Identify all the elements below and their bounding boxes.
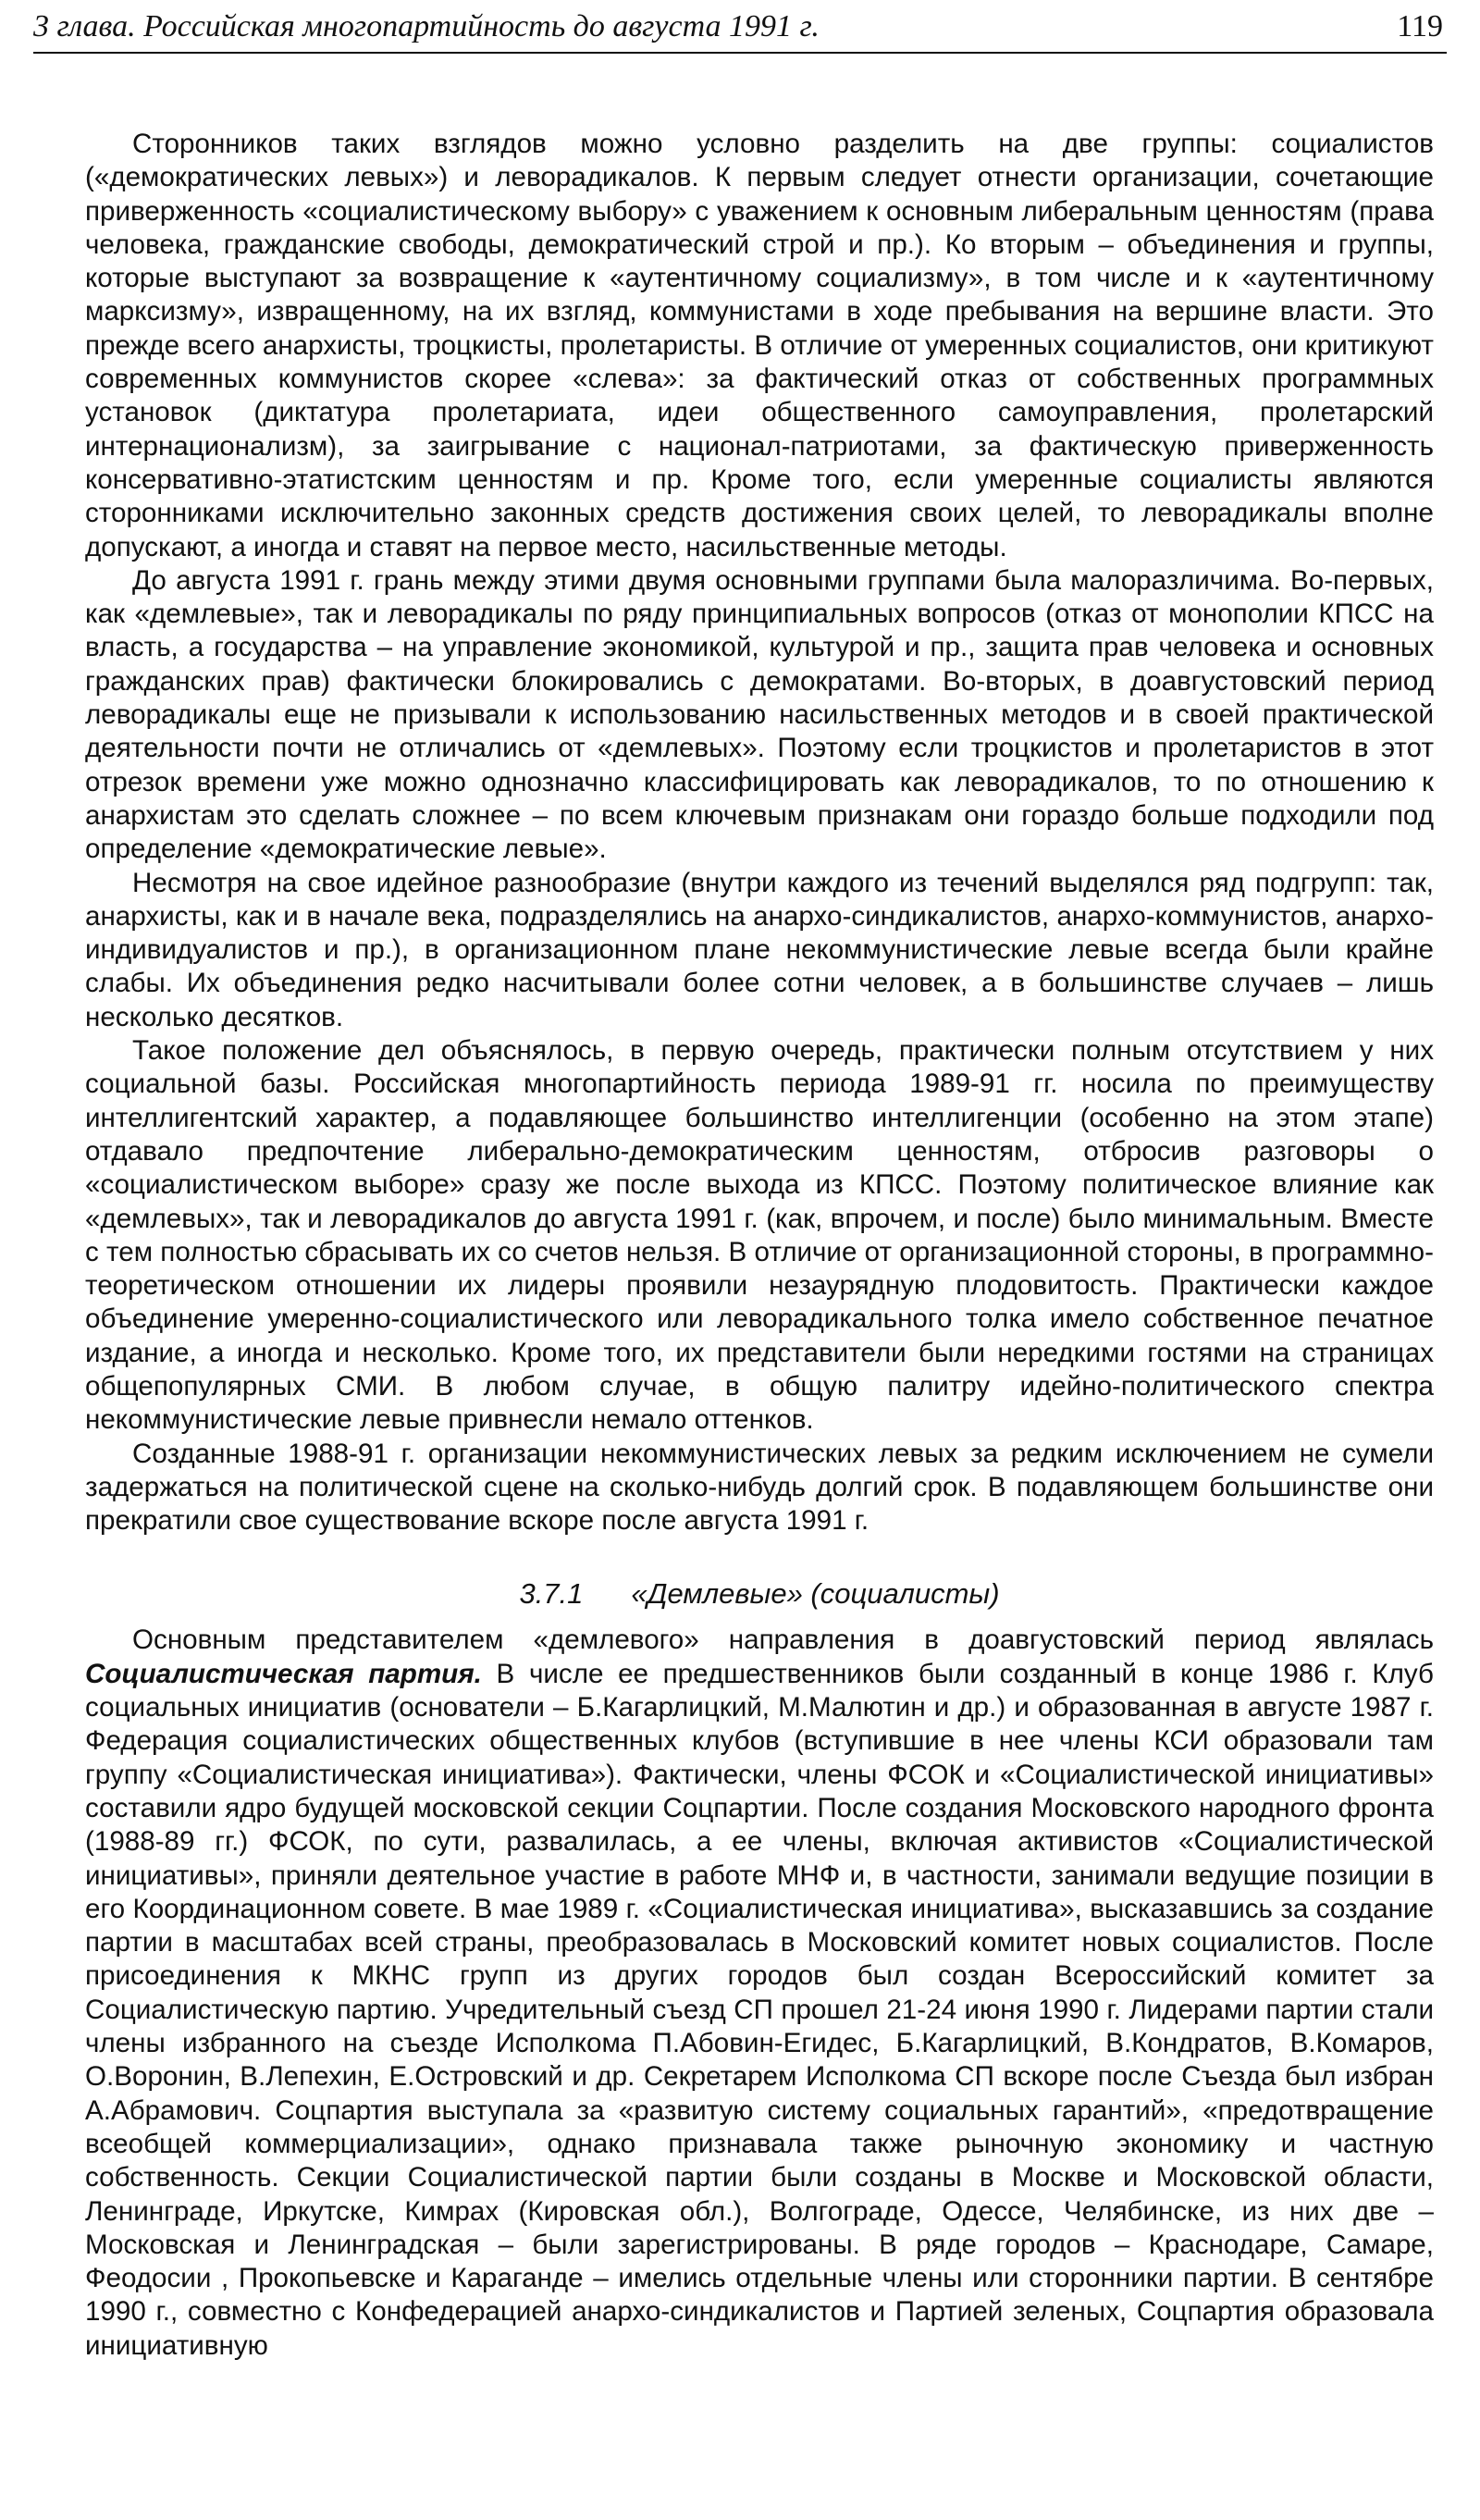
body-text <box>85 128 1434 2363</box>
chapter-title: 3 глава. Российская многопартийность до августа 1991 г. <box>33 9 820 43</box>
paragraph-text: Основным представителем «демлевого» направления в доавгустовский период являлась <box>132 1624 1434 1656</box>
section-title: «Демлевые» (социалисты) <box>631 1577 1000 1611</box>
paragraph: Сторонников таких взглядов можно условно разделить на две группы: социалистов («демократических левых») и леворадикалов. К первым следует отнести организации, сочетающие приверженность «социалистическому выбору» с уважением к основным либеральным ценностям (права человека, гражданские свободы, демократический строй и пр.). Ко вторым – объединения и группы, которые выступают за возвращение к «аутентичному социализму», в том числе и к «аутентичному марксизму», извращенному, на их взгляд, коммунистами в ходе пребывания на вершине власти. Это прежде всего анархисты, троцкисты, пролетаристы. В отличие от умеренных социалистов, они критикуют современных коммунистов скорее «слева»: за фактический отказ от собственных программных установок (диктатура пролетариата, идеи общественного самоуправления, пролетарский интернационализм), за заигрывание с национал-патриотами, за фактическую приверженность консервативно-этатистским ценностям и пр. Кроме того, если умеренные социалисты являются сторонниками исключительно законных средств достижения своих целей, то леворадикалы вполне допускают, а иногда и ставят на первое место, насильственные методы. <box>85 129 1434 562</box>
paragraph: Такое положение дел объяснялось, в первую очередь, практически полным отсутствием у них социальной базы. Российская многопартийность периода 1989-91 гг. носила по преимуществу интеллигентский характер, а подавляющее большинство интеллигенции (особенно на этом этапе) отдавало предпочтение либерально-демократическим ценностям, отбросив разговоры о «социалистическом выборе» сразу же после выхода из КПСС. Поэтому политическое влияние как «демлевых», так и леворадикалов до августа 1991 г. (как, впрочем, и после) было минимальным. Вместе с тем полностью сбрасывать их со счетов нельзя. В отличие от организационной стороны, в программно-теоретическом отношении их лидеры проявили незаурядную плодовитость. Практически каждое объединение умеренно-социалистического или леворадикального толка имело собственное печатное издание, а иногда и несколько. Кроме того, их представители были нередкими гостями на страницах общепопулярных СМИ. В любом случае, в общую палитру идейно-политического спектра некоммунистические левые привнесли немало оттенков. <box>85 1035 1434 1436</box>
paragraph: Созданные 1988-91 г. организации некоммунистических левых за редким исключением не сумели задержаться на политической сцене на сколько-нибудь долгий срок. В подавляющем большинстве они прекратили свое существование вскоре после августа 1991 г. <box>85 1438 1434 1537</box>
section-heading <box>85 1577 1434 1611</box>
running-header <box>33 7 1447 54</box>
paragraph: Несмотря на свое идейное разнообразие (внутри каждого из течений выделялся ряд подгрупп: так, анархисты, как и в начале века, подразделялись на анархо-синдикалистов, анархо-коммунистов, анархо-индивидуалистов и пр.), в организационном плане некоммунистические левые всегда были крайне слабы. Их объединения редко насчитывали более сотни человек, а в большинстве случаев – лишь несколько десятков. <box>85 867 1434 1032</box>
page-number: 119 <box>1397 9 1443 43</box>
paragraph-text: В числе ее предшественников были созданный в конце 1986 г. Клуб социальных инициатив (основатели – Б.Кагарлицкий, М.Малютин и др.) и образованная в августе 1987 г. Федерация социалистических общественных клубов (вступившие в нее члены КСИ образовали там группу «Социалистическая инициатива»). Фактически, члены ФСОК и «Социалистической инициативы» составили ядро будущей московской секции Соцпартии. После создания Московского народного фронта (1988-89 гг.) ФСОК, по сути, развалилась, а ее члены, включая активистов «Социалистической инициативы», приняли деятельное участие в работе МНФ и, в частности, занимали ведущие позиции в его Координационном совете. В мае 1989 г. «Социалистическая инициатива», высказавшись за создание партии в масштабах всей страны, преобразовалась в Московский комитет новых социалистов. После присоединения к МКНС групп из других городов был создан Всероссийский комитет за Социалистическую партию. Учредительный съезд СП прошел 21-24 июня 1990 г. Лидерами партии стали члены избранного на съезде Исполкома П.Абовин-Егидес, Б.Кагарлицкий, В.Кондратов, В.Комаров, О.Воронин, В.Лепехин, Е.Островский и др. Секретарем Исполкома СП вскоре после Съезда был избран А.Абрамович. Соцпартия выступала за «развитую систему социальных гарантий», «предотвращение всеобщей коммерциализации», однако признавала также рыночную экономику и частную собственность. Секции Социалистической партии были созданы в Москве и Московской области, Ленинграде, Иркутске, Кимрах (Кировская обл.), Волгограде, Одессе, Челябинске, из них две – Московская и Ленинградская – были зарегистрированы. В ряде городов – Краснодаре, Самаре, Феодосии , Прокопьевске и Караганде – имелись отдельные члены или сторонники партии. В сентябре 1990 г., совместно с Конфедерацией анархо-синдикалистов и Партией зеленых, Соцпартия образовала инициативную <box>85 1658 1434 2361</box>
paragraph: До августа 1991 г. грань между этими двумя основными группами была малоразличима. Во-первых, как «демлевые», так и леворадикалы по ряду принципиальных вопросов (отказ от монополии КПСС на власть, а государства – на управление экономикой, культурой и пр., защита прав человека и основных гражданских прав) фактически блокировались с демократами. Во-вторых, в доавгустовский период леворадикалы еще не призывали к использованию насильственных методов и в своей практической деятельности почти не отличались от «демлевых». Поэтому если троцкистов и пролетаристов в этот отрезок времени уже можно однозначно классифицировать как леворадикалов, то по отношению к анархистам это сделать сложнее – по всем ключевым признакам они гораздо больше подходили под определение «демократические левые». <box>85 564 1434 865</box>
paragraph <box>85 1624 1434 2363</box>
section-number: 3.7.1 <box>519 1577 584 1611</box>
party-name-emphasis: Социалистическая партия. <box>85 1658 482 1689</box>
